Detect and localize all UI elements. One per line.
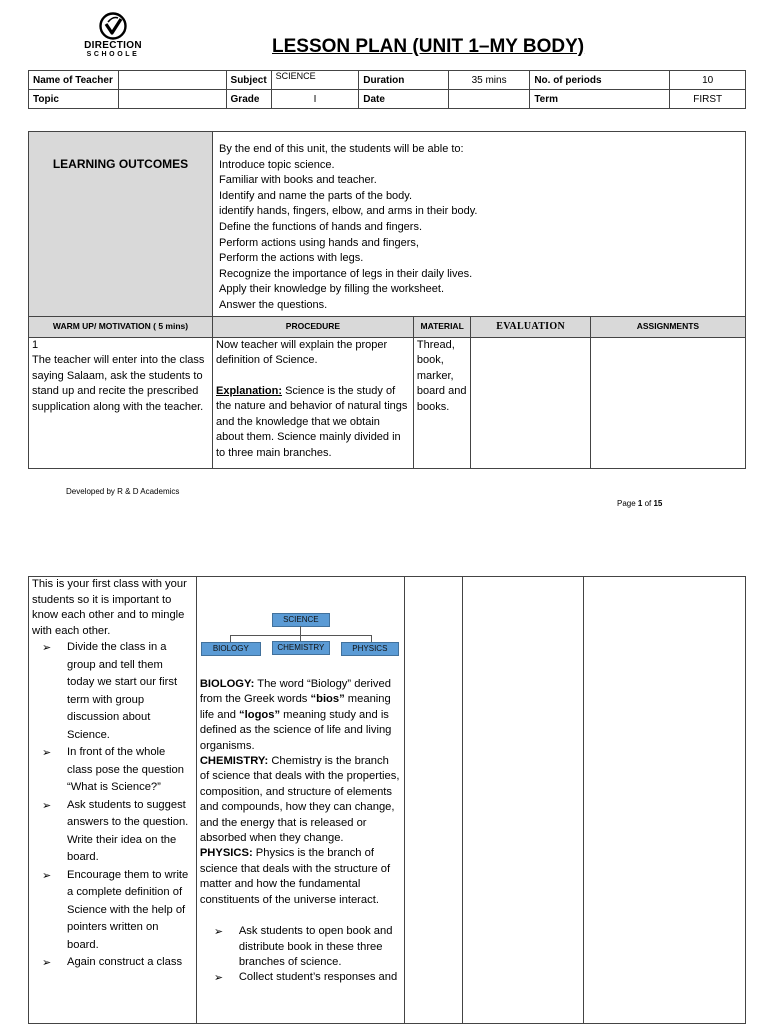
biology-label: BIOLOGY:: [199, 678, 255, 690]
grade-label: Grade: [226, 90, 271, 109]
chemistry-definition: CHEMISTRY: Chemistry is the branch of science that deals with the properties, composition, and structure of elements and compounds, how they can change, and the energy that is released or absorbed when they change.: [199, 755, 400, 845]
physics-label: PHYSICS:: [199, 847, 253, 860]
subject-label: Subject: [226, 71, 271, 90]
material-header: MATERIAL: [413, 316, 470, 337]
page-title: LESSON PLAN (UNIT 1–MY BODY): [272, 36, 585, 57]
list-item: ➢ Ask students to suggest answers to the question. Write their idea on the board.: [42, 797, 193, 867]
diagram-connector: [300, 626, 301, 635]
list-item: ➢ Encourage them to write a complete definition of Science with the help of pointers written on board.: [42, 867, 193, 955]
outcome-item: Identify and name the parts of the body.: [219, 189, 413, 202]
teacher-value: [118, 71, 226, 90]
warmup-cell: [29, 337, 213, 468]
logo-subtext: SCHOOLE: [86, 51, 140, 58]
periods-value: 10: [670, 71, 746, 90]
procedure-cell: [196, 577, 404, 1024]
material-cell: [404, 577, 462, 1024]
lesson-plan-table-continued: [28, 576, 746, 1024]
grade-value: I: [271, 90, 359, 109]
teacher-label: Name of Teacher: [29, 71, 119, 90]
chemistry-label: CHEMISTRY:: [199, 755, 269, 768]
biology-definition: BIOLOGY: The word “Biology” derived from the Greek words “bios” meaning life and “logos” meaning study and is defined as the science of life and living organisms.: [199, 678, 392, 752]
diagram-connector: [230, 635, 231, 642]
diagram-connector: [371, 635, 372, 642]
science-branches-diagram: [200, 611, 401, 677]
warmup-number: 1: [32, 338, 39, 351]
subject-value: SCIENCE: [271, 71, 359, 90]
footer-developed-by: Developed by R & D Academics: [66, 487, 180, 496]
list-item: ➢ Divide the class in a group and tell them today we start our first term with group discussion about Science.: [42, 639, 193, 744]
outcome-item: Define the functions of hands and fingers.: [219, 220, 423, 233]
lesson-plan-table: [28, 131, 746, 469]
explanation-label: Explanation:: [216, 384, 283, 397]
explanation-paragraph: [216, 384, 410, 462]
assignments-cell: [584, 577, 746, 1024]
list-item: ➢ Collect student’s responses and: [214, 970, 401, 985]
term-value: FIRST: [670, 90, 746, 109]
procedure-cell: [213, 337, 414, 468]
procedure-header: PROCEDURE: [213, 316, 414, 337]
explanation-text: Science is the study of the nature and behavior of natural tings and the knowledge that we obtain about them. Science mainly divided in to three main branches.: [216, 384, 408, 459]
periods-label: No. of periods: [530, 71, 670, 90]
duration-value: 35 mins: [448, 71, 529, 90]
outcome-item: Answer the questions.: [219, 298, 328, 311]
procedure-bullet-list: [200, 924, 401, 986]
duration-label: Duration: [359, 71, 449, 90]
diagram-branch-biology: BIOLOGY: [201, 642, 261, 656]
warmup-intro: This is your first class with your students so it is important to know each other and to mingle with each other.: [32, 578, 187, 637]
outcome-item: Recognize the importance of legs in their daily lives.: [219, 267, 473, 280]
learning-outcomes-label: LEARNING OUTCOMES: [29, 132, 213, 317]
warmup-cell: [29, 577, 197, 1024]
evaluation-cell: [471, 337, 590, 468]
warmup-text: The teacher will enter into the class saying Salaam, ask the students to stand up and recite the prescribed supplication along with the teacher.: [32, 354, 205, 413]
warmup-bullet-list: [32, 639, 193, 972]
date-value: [448, 90, 529, 109]
list-item: ➢ Again construct a class: [42, 954, 193, 972]
warmup-header: WARM UP/ MOTIVATION ( 5 mins): [29, 316, 213, 337]
logo-text: DIRECTION: [84, 40, 142, 51]
learning-outcomes-list: [213, 132, 746, 317]
list-item: ➢ Ask students to open book and distribute book in these three branches of science.: [214, 924, 401, 970]
diagram-root-science: SCIENCE: [272, 613, 330, 627]
topic-label: Topic: [29, 90, 119, 109]
assignments-header: ASSIGNMENTS: [590, 316, 745, 337]
page-number: Page 1 of 15: [617, 499, 663, 508]
list-item: ➢ In front of the whole class pose the question “What is Science?”: [42, 744, 193, 797]
outcome-item: Familiar with books and teacher.: [219, 174, 377, 187]
procedure-intro: Now teacher will explain the proper definition of Science.: [216, 338, 388, 367]
evaluation-header: EVALUATION: [471, 316, 590, 337]
outcome-item: By the end of this unit, the students will be able to:: [219, 143, 464, 155]
lesson-info-table: [28, 70, 746, 109]
lesson-row: [29, 337, 746, 468]
outcome-item: identify hands, fingers, elbow, and arms in their body.: [219, 205, 478, 218]
diagram-branch-physics: PHYSICS: [341, 642, 399, 656]
term-label: Term: [530, 90, 670, 109]
outcome-item: Introduce topic science.: [219, 158, 335, 171]
diagram-branch-chemistry: CHEMISTRY: [272, 641, 330, 655]
diagram-connector: [230, 635, 372, 636]
physics-definition: PHYSICS: Physics is the branch of science that deals with the structure of matter and how the fundamental constituents of the universe interact.: [199, 847, 391, 906]
lesson-row: [29, 577, 746, 1024]
logo-emblem-icon: [99, 12, 127, 40]
outcome-item: Apply their knowledge by filling the worksheet.: [219, 283, 445, 296]
material-cell: Thread, book, marker, board and books.: [413, 337, 470, 468]
school-logo: [80, 12, 146, 62]
outcome-item: Perform actions using hands and fingers,: [219, 236, 419, 249]
assignments-cell: [590, 337, 745, 468]
date-label: Date: [359, 90, 449, 109]
outcome-item: Perform the actions with legs.: [219, 252, 364, 265]
evaluation-cell: [462, 577, 584, 1024]
column-header-row: [29, 316, 746, 337]
topic-value: [118, 90, 226, 109]
